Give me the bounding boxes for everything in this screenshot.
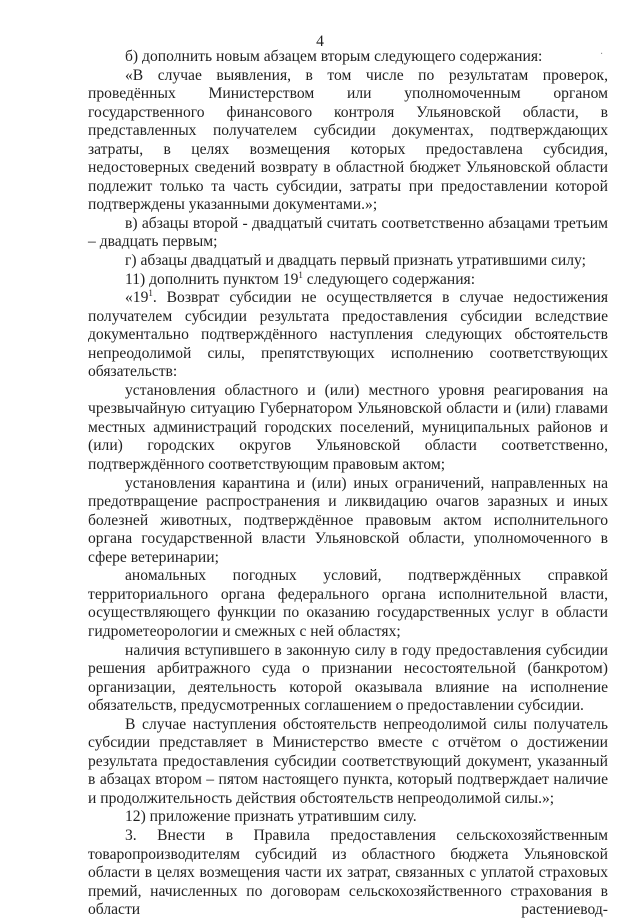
paragraph-text: «В случае выявления, в том числе по результатам проверок, проведённых Министерством или уполномоченным органом государственного финансового контроля Ульяновской области, в представленных получателем субсидии документах, подтверждающих затраты, в целях возмещения которых предоставлена субсидия, недостоверных сведений возврату в областной бюджет Ульяновской области подлежит только та часть субсидии, затраты при предоставлении которой подтверждены указанными документами.»; [88, 66, 608, 214]
paragraph-text: установления областного и (или) местного уровня реагирования на чрезвычайную ситуацию Губернатором Ульяновской области и (или) главами местных администраций городских поселений, муниципальных районов и (или) городских округов Ульяновской области соответственно, подтверждённого соответствующим правовым актом; [88, 381, 608, 474]
paragraph [88, 567, 608, 641]
paragraph [88, 827, 608, 920]
scan-speck-mark: · [600, 49, 604, 60]
page-number: 4 [316, 33, 324, 50]
paragraph [88, 475, 608, 568]
paragraph-text: 11) дополнить пунктом 19 [125, 270, 299, 288]
paragraph-text: установления карантина и (или) иных ограничений, направленных на предотвращение распространения и ликвидацию очагов заразных и иных болезней животных, подтверждённое правовым актом исполнительного органа государственной власти Ульяновской области, уполномоченного в сфере ветеринарии; [88, 474, 608, 566]
paragraph [88, 252, 608, 271]
paragraph-text: б) дополнить новым абзацем вторым следующего содержания: [125, 48, 543, 65]
paragraph [88, 48, 608, 67]
paragraph-text: в) абзацы второй - двадцатый считать соответственно абзацами третьим – двадцать первым; [88, 214, 608, 251]
paragraph-text: 3. Внести в Правила предоставления сельскохозяйственным товаропроизводителям субсидий из областного бюджета Ульяновской области в целях возмещения части их затрат, связанных с уплатой страховых премий, начисленных по договорам сельскохозяйственного страхования в области растениевод- [88, 826, 608, 919]
paragraph [88, 642, 608, 716]
paragraph-text: г) абзацы двадцатый и двадцать первый признать утратившими силу; [125, 252, 586, 270]
paragraph [88, 215, 608, 252]
paragraph [88, 289, 608, 382]
document-body [88, 48, 608, 920]
paragraph [88, 271, 608, 290]
paragraph-text: В случае наступления обстоятельств непреодолимой силы получатель субсидии представляет в Министерство вместе с отчётом о достижении результата предоставления субсидии соответствующий документ, указанный в абзацах втором – пятом настоящего пункта, который подтверждает наличие и продолжительность действия обстоятельств непреодолимой силы.»; [88, 715, 608, 807]
paragraph [88, 382, 608, 475]
paragraph-text-tail: . Возврат субсидии не осуществляется в случае недостижения получателем субсидии результата предоставления субсидии вследствие документально подтверждённого наступления следующих обстоятельств непреодолимой силы, препятствующих исполнению соответствующих обязательств: [88, 289, 608, 381]
paragraph-text: 12) приложение признать утратившим силу. [125, 808, 417, 826]
paragraph-text: аномальных погодных условий, подтверждённых справкой территориального органа федерального органа исполнительной власти, осуществляющего функции по оказанию государственных услуг в области гидрометеорологии и смежных с ней областях; [88, 567, 608, 640]
superscript-index: 1 [298, 269, 303, 280]
paragraph [88, 67, 608, 215]
superscript-index: 1 [148, 287, 153, 298]
paragraph [88, 716, 608, 809]
paragraph-text: «19 [125, 289, 149, 307]
paragraph-text: наличия вступившего в законную силу в году предоставления субсидии решения арбитражного суда о признании несостоятельной (банкротом) организации, деятельность которой оказывала влияние на исполнение обязательств, предусмотренных соглашением о предоставлении субсидии. [88, 641, 608, 715]
paragraph [88, 808, 608, 827]
paragraph-text-tail: следующего содержания: [302, 270, 476, 288]
